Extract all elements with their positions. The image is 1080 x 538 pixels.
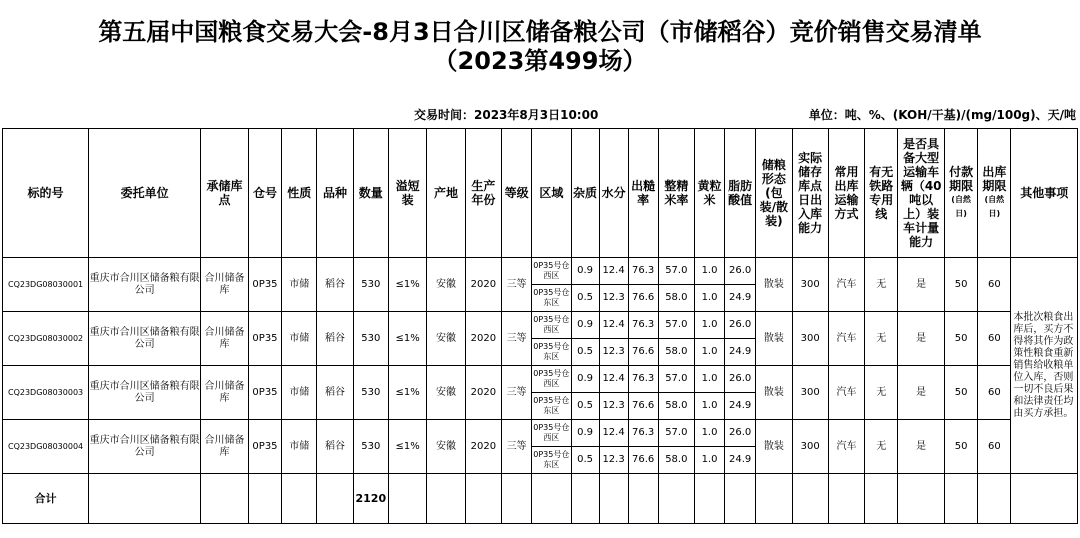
- fatty-acid: 26.0: [725, 366, 756, 393]
- header-rail: 有无铁路专用线: [865, 129, 898, 258]
- overflow: ≤1%: [388, 312, 426, 366]
- nature: 市储: [282, 258, 317, 312]
- unit-note: 单位：吨、%、(KOH/干基)/(mg/100g)、天/吨: [808, 108, 1076, 122]
- moisture: 12.3: [599, 339, 628, 366]
- trade-time: 交易时间：2023年8月3日10:00: [414, 108, 599, 122]
- whole-rice: 57.0: [658, 312, 694, 339]
- yellow: 1.0: [694, 393, 724, 420]
- zone: 0P35号仓东区: [532, 339, 571, 366]
- nature: 市储: [282, 366, 317, 420]
- pay-days: 50: [945, 366, 978, 420]
- yield: 76.3: [628, 420, 658, 447]
- overflow: ≤1%: [388, 366, 426, 420]
- fatty-acid: 24.9: [725, 285, 756, 312]
- fatty-acid: 26.0: [725, 258, 756, 285]
- capacity: 300: [792, 366, 828, 420]
- whole-rice: 58.0: [658, 339, 694, 366]
- moisture: 12.4: [599, 258, 628, 285]
- zone: 0P35号仓东区: [532, 393, 571, 420]
- rail: 无: [865, 312, 898, 366]
- whole-rice: 58.0: [658, 447, 694, 474]
- nature: 市储: [282, 420, 317, 474]
- transport: 汽车: [828, 258, 864, 312]
- header-form: 储粮形态(包装/散装): [756, 129, 792, 258]
- origin: 安徽: [427, 312, 465, 366]
- warehouse: 0P35: [248, 258, 281, 312]
- zone: 0P35号仓西区: [532, 366, 571, 393]
- quantity: 530: [353, 312, 388, 366]
- quantity: 530: [353, 420, 388, 474]
- zone: 0P35号仓东区: [532, 285, 571, 312]
- transport: 汽车: [828, 312, 864, 366]
- yellow: 1.0: [694, 312, 724, 339]
- other-note: 本批次粮食出库后，买方不得将其作为政策性粮食重新销售给收粮单位入库，否则一切不良后果和法律责任均由买方承担。: [1011, 258, 1078, 474]
- header-zone: 区域: [532, 129, 571, 258]
- consignor: 重庆市合川区储备粮有限公司: [89, 420, 201, 474]
- zone: 0P35号仓东区: [532, 447, 571, 474]
- total-quantity: 2120: [353, 474, 388, 524]
- grade: 三等: [502, 420, 532, 474]
- yield: 76.3: [628, 258, 658, 285]
- consignor: 重庆市合川区储备粮有限公司: [89, 366, 201, 420]
- yield: 76.6: [628, 285, 658, 312]
- transport: 汽车: [828, 366, 864, 420]
- variety: 稻谷: [317, 420, 353, 474]
- table-row: [3, 366, 1078, 393]
- grade: 三等: [502, 366, 532, 420]
- truck: 是: [898, 258, 945, 312]
- header-out-sub: (自然日): [984, 195, 1005, 218]
- zone: 0P35号仓西区: [532, 420, 571, 447]
- lot-number: CQ23DG08030001: [3, 258, 89, 312]
- zone: 0P35号仓西区: [532, 258, 571, 285]
- impurity: 0.9: [571, 420, 599, 447]
- lot-number: CQ23DG08030004: [3, 420, 89, 474]
- year: 2020: [465, 366, 501, 420]
- fatty-acid: 24.9: [725, 447, 756, 474]
- overflow: ≤1%: [388, 420, 426, 474]
- header-grade: 等级: [502, 129, 532, 258]
- yellow: 1.0: [694, 447, 724, 474]
- nature: 市储: [282, 312, 317, 366]
- lot-number: CQ23DG08030003: [3, 366, 89, 420]
- consignor: 重庆市合川区储备粮有限公司: [89, 258, 201, 312]
- rail: 无: [865, 420, 898, 474]
- yield: 76.6: [628, 447, 658, 474]
- whole-rice: 58.0: [658, 393, 694, 420]
- impurity: 0.5: [571, 339, 599, 366]
- whole-rice: 57.0: [658, 420, 694, 447]
- impurity: 0.9: [571, 366, 599, 393]
- moisture: 12.3: [599, 393, 628, 420]
- header-whole-rice: 整精米率: [658, 129, 694, 258]
- year: 2020: [465, 312, 501, 366]
- depot: 合川储备库: [201, 312, 249, 366]
- table-row: [3, 258, 1078, 285]
- yellow: 1.0: [694, 366, 724, 393]
- header-truck: 是否具备大型运输车辆（40吨以上）装车计量能力: [898, 129, 945, 258]
- form: 散装: [756, 366, 792, 420]
- quantity: 530: [353, 366, 388, 420]
- grade: 三等: [502, 312, 532, 366]
- moisture: 12.3: [599, 447, 628, 474]
- header-moisture: 水分: [599, 129, 628, 258]
- header-yellow: 黄粒米: [694, 129, 724, 258]
- grade: 三等: [502, 258, 532, 312]
- impurity: 0.5: [571, 447, 599, 474]
- header-qty: 数量: [353, 129, 388, 258]
- transaction-table: [2, 128, 1078, 524]
- header-nature: 性质: [282, 129, 317, 258]
- header-origin: 产地: [427, 129, 465, 258]
- moisture: 12.4: [599, 420, 628, 447]
- pay-days: 50: [945, 420, 978, 474]
- impurity: 0.9: [571, 312, 599, 339]
- depot: 合川储备库: [201, 366, 249, 420]
- header-fatty-acid: 脂肪酸值: [725, 129, 756, 258]
- variety: 稻谷: [317, 312, 353, 366]
- header-year: 生产年份: [465, 129, 501, 258]
- header-out-label: 出库期限: [982, 165, 1007, 193]
- truck: 是: [898, 420, 945, 474]
- depot: 合川储备库: [201, 258, 249, 312]
- year: 2020: [465, 420, 501, 474]
- page-subtitle: （2023第499场）: [433, 47, 647, 75]
- header-depot: 承储库点: [201, 129, 249, 258]
- transport: 汽车: [828, 420, 864, 474]
- moisture: 12.4: [599, 366, 628, 393]
- warehouse: 0P35: [248, 420, 281, 474]
- origin: 安徽: [427, 258, 465, 312]
- header-variety: 品种: [317, 129, 353, 258]
- fatty-acid: 26.0: [725, 312, 756, 339]
- header-warehouse: 仓号: [248, 129, 281, 258]
- form: 散装: [756, 258, 792, 312]
- header-other: 其他事项: [1011, 129, 1078, 258]
- moisture: 12.3: [599, 285, 628, 312]
- whole-rice: 58.0: [658, 285, 694, 312]
- header-lot: 标的号: [3, 129, 89, 258]
- yield: 76.3: [628, 366, 658, 393]
- yield: 76.3: [628, 312, 658, 339]
- table-row: [3, 312, 1078, 339]
- origin: 安徽: [427, 366, 465, 420]
- total-label: 合计: [3, 474, 89, 524]
- variety: 稻谷: [317, 366, 353, 420]
- out-days: 60: [978, 312, 1011, 366]
- impurity: 0.9: [571, 258, 599, 285]
- header-out: [978, 129, 1011, 258]
- page-title: 第五届中国粮食交易大会-8月3日合川区储备粮公司（市储稻谷）竞价销售交易清单: [98, 18, 982, 46]
- consignor: 重庆市合川区储备粮有限公司: [89, 312, 201, 366]
- header-pay-sub: (自然日): [951, 195, 971, 218]
- yellow: 1.0: [694, 258, 724, 285]
- header-pay-label: 付款期限: [949, 165, 974, 193]
- warehouse: 0P35: [248, 312, 281, 366]
- yellow: 1.0: [694, 420, 724, 447]
- fatty-acid: 26.0: [725, 420, 756, 447]
- pay-days: 50: [945, 258, 978, 312]
- truck: 是: [898, 366, 945, 420]
- depot: 合川储备库: [201, 420, 249, 474]
- table-row: [3, 420, 1078, 447]
- out-days: 60: [978, 366, 1011, 420]
- rail: 无: [865, 258, 898, 312]
- impurity: 0.5: [571, 285, 599, 312]
- zone: 0P35号仓西区: [532, 312, 571, 339]
- header-yield: 出糙率: [628, 129, 658, 258]
- lot-number: CQ23DG08030002: [3, 312, 89, 366]
- whole-rice: 57.0: [658, 366, 694, 393]
- whole-rice: 57.0: [658, 258, 694, 285]
- year: 2020: [465, 258, 501, 312]
- header-capacity: 实际储存库点日出入库能力: [792, 129, 828, 258]
- header-consignor: 委托单位: [89, 129, 201, 258]
- form: 散装: [756, 420, 792, 474]
- yellow: 1.0: [694, 285, 724, 312]
- moisture: 12.4: [599, 312, 628, 339]
- overflow: ≤1%: [388, 258, 426, 312]
- fatty-acid: 24.9: [725, 393, 756, 420]
- out-days: 60: [978, 420, 1011, 474]
- warehouse: 0P35: [248, 366, 281, 420]
- yield: 76.6: [628, 393, 658, 420]
- origin: 安徽: [427, 420, 465, 474]
- capacity: 300: [792, 312, 828, 366]
- total-row: [3, 474, 1078, 524]
- header-overflow: 溢短装: [388, 129, 426, 258]
- truck: 是: [898, 312, 945, 366]
- impurity: 0.5: [571, 393, 599, 420]
- pay-days: 50: [945, 312, 978, 366]
- header-pay: [945, 129, 978, 258]
- quantity: 530: [353, 258, 388, 312]
- yield: 76.6: [628, 339, 658, 366]
- header-transport: 常用出库运输方式: [828, 129, 864, 258]
- form: 散装: [756, 312, 792, 366]
- out-days: 60: [978, 258, 1011, 312]
- header-row: [3, 129, 1078, 258]
- variety: 稻谷: [317, 258, 353, 312]
- fatty-acid: 24.9: [725, 339, 756, 366]
- header-impurity: 杂质: [571, 129, 599, 258]
- rail: 无: [865, 366, 898, 420]
- capacity: 300: [792, 258, 828, 312]
- capacity: 300: [792, 420, 828, 474]
- yellow: 1.0: [694, 339, 724, 366]
